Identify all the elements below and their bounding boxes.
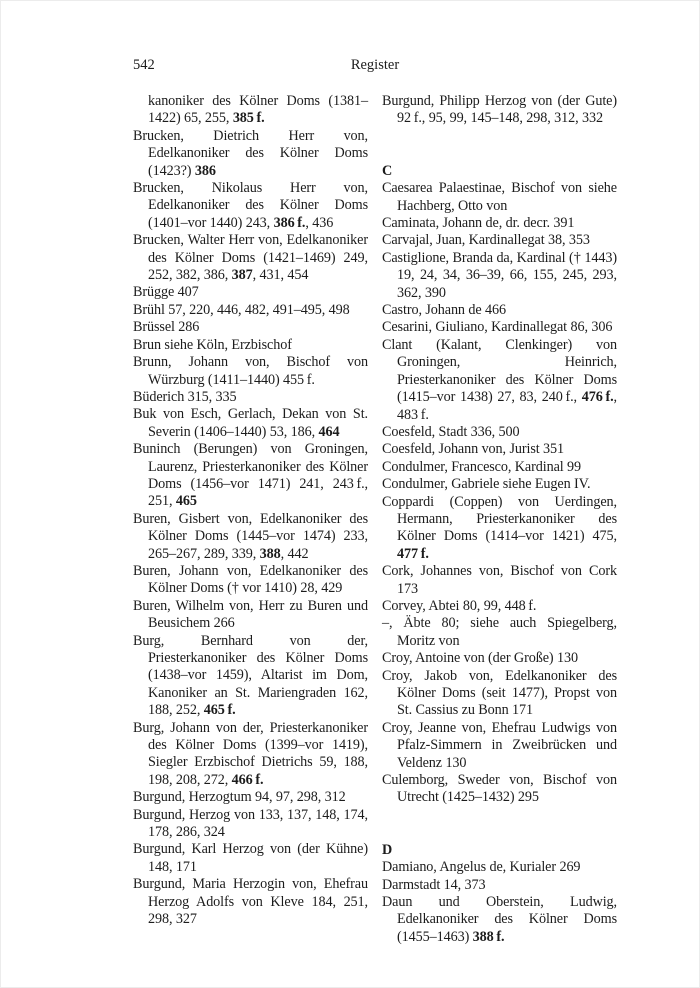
index-entry (382, 459, 617, 476)
index-entry (133, 337, 368, 354)
entry-text: Brucken, Nikolaus Herr von, Edelkanoniker des Kölner Doms (1401–vor 1440) 243, (133, 180, 368, 231)
index-entry (133, 389, 368, 406)
entry-text: Coppardi (Coppen) von Uerdingen, Hermann, Priesterkanoniker des Kölner Doms (1414–vor 1421) 475, (382, 493, 617, 545)
entry-text: Coesfeld, Stadt 336, 500 (382, 423, 520, 440)
entry-text: Clant (Kalant, Clenkinger) von Groningen, Heinrich, Priesterkanoniker des Kölner Doms (1415–vor 1438) 27, 83, 240 f., (382, 336, 617, 406)
entry-text: Culemborg, Sweder von, Bischof von Utrecht (1425–1432) 295 (382, 772, 617, 806)
index-entry (382, 215, 617, 232)
entry-text: Buninch (Berungen) von Groningen, Laurenz, Priesterkanoniker des Kölner Doms (1456–vor 1471) 241, 243 f., 251, (133, 441, 368, 510)
index-entry (382, 650, 617, 667)
entry-text: Buren, Johann von, Edelkanoniker des Kölner Doms († vor 1410) 28, 429 (133, 562, 368, 597)
entry-text: Büderich 315, 335 (133, 388, 237, 405)
index-entry (133, 441, 368, 511)
entry-text: Croy, Jeanne von, Ehefrau Ludwigs von Pfalz-Simmern in Zweibrücken und Veldenz 130 (382, 719, 617, 771)
section-heading: C (382, 162, 393, 179)
entry-text: Corvey, Abtei 80, 99, 448 f. (382, 597, 537, 614)
index-entry (382, 93, 617, 128)
index-entry (133, 406, 368, 441)
index-entry (133, 633, 368, 720)
section-heading: D (382, 841, 393, 858)
index-entry (382, 494, 617, 564)
entry-text: Castiglione, Branda da, Kardinal († 1443) 19, 24, 34, 36–39, 66, 155, 245, 293, 362, 390 (382, 249, 617, 301)
index-entry (382, 302, 617, 319)
entry-text: Brügge 407 (133, 284, 199, 301)
entry-text: Burgund, Philipp Herzog von (der Gute) 92 f., 95, 99, 145–148, 298, 312, 332 (382, 93, 617, 127)
running-head-title: Register (350, 57, 400, 73)
bold-page-ref: 386 (194, 162, 216, 179)
entry-text: Burgund, Karl Herzog von (der Kühne) 148, 171 (133, 841, 368, 875)
entry-text: Croy, Jakob von, Edelkanoniker des Kölner Doms (seit 1477), Propst von St. Cassius zu Bonn 171 (382, 667, 617, 719)
index-entry (382, 476, 617, 493)
bold-page-ref: 387 (231, 267, 253, 284)
entry-text: , 483 f. (397, 389, 617, 423)
entry-text: Croy, Antoine von (der Große) 130 (382, 650, 578, 667)
bold-page-ref: 388 (259, 545, 281, 562)
index-entry (133, 511, 368, 563)
index-entry (133, 841, 368, 876)
index-entry (382, 859, 617, 876)
entry-text: Darmstadt 14, 373 (382, 876, 486, 893)
index-entry (382, 877, 617, 894)
entry-text: Brüssel 286 (133, 319, 200, 336)
bold-page-ref: 466 f. (231, 771, 264, 788)
entry-text: , 431, 454 (252, 267, 309, 284)
entry-text: Brühl 57, 220, 446, 482, 491–495, 498 (133, 301, 350, 318)
bold-page-ref: 477 f. (397, 545, 429, 562)
entry-text: Brucken, Walter Herr von, Edelkanoniker des Kölner Doms (1421–1469) 249, 252, 382, 386, (133, 232, 368, 284)
entry-text: Coesfeld, Johann von, Jurist 351 (382, 441, 565, 458)
entry-text: Condulmer, Francesco, Kardinal 99 (382, 458, 582, 475)
entry-text: Cork, Johannes von, Bischof von Cork 173 (382, 563, 617, 597)
entry-text: Brunn, Johann von, Bischof von Würzburg (1411–1440) 455 f. (133, 354, 368, 388)
bold-page-ref: 388 f. (472, 928, 505, 945)
index-columns (133, 93, 617, 946)
entry-text: Burg, Johann von der, Priesterkanoniker des Kölner Doms (1399–vor 1419), Siegler Erzbischof Dietrichs 59, 188, 198, 208, 272, (133, 719, 368, 788)
index-entry (133, 302, 368, 319)
index-entry (382, 720, 617, 772)
index-entry (382, 250, 617, 302)
index-entry (382, 232, 617, 249)
index-entry (133, 720, 368, 790)
index-entry (133, 598, 368, 633)
entry-text: Burg, Bernhard von der, Priesterkanoniker des Kölner Doms (1438–vor 1459), Altarist im Dom, Kanoniker an St. Mariengraden 162, 188, 252, (133, 632, 368, 719)
index-entry (382, 598, 617, 615)
index-column-left (133, 93, 368, 946)
index-entry (382, 424, 617, 441)
index-entry (382, 563, 617, 598)
entry-text: Caesarea Palaestinae, Bischof von siehe Hachberg, Otto von (382, 180, 617, 214)
index-entry (133, 180, 368, 232)
index-entry (133, 128, 368, 180)
entry-text: Condulmer, Gabriele siehe Eugen IV. (382, 476, 591, 493)
index-entry (382, 772, 617, 807)
index-entry (133, 232, 368, 284)
entry-text: Burgund, Maria Herzogin von, Ehefrau Herzog Adolfs von Kleve 184, 251, 298, 327 (133, 876, 368, 928)
index-entry (382, 894, 617, 946)
entry-text: kanoniker des Kölner Doms (1381–1422) 65, 255, (148, 93, 368, 127)
index-entry (133, 284, 368, 301)
entry-text: Castro, Johann de 466 (382, 302, 506, 319)
bold-page-ref: 386 f. (273, 214, 306, 231)
bold-page-ref: 476 f. (581, 389, 614, 406)
index-entry (133, 807, 368, 842)
index-entry (133, 93, 368, 128)
entry-text: , 442 (280, 545, 309, 562)
entry-text: Brucken, Dietrich Herr von, Edelkanoniker des Kölner Doms (1423?) (133, 127, 368, 179)
bold-page-ref: 464 (318, 423, 340, 440)
index-entry (133, 319, 368, 336)
index-entry (133, 563, 368, 598)
entry-text: Brun siehe Köln, Erzbischof (133, 336, 292, 353)
index-entry (133, 789, 368, 806)
bold-page-ref: 385 f. (232, 110, 265, 127)
bold-page-ref: 465 f. (203, 702, 236, 719)
entry-text: Daun und Oberstein, Ludwig, Edelkanoniker des Kölner Doms (1455–1463) (382, 894, 617, 945)
index-entry (382, 319, 617, 336)
entry-text: –, Äbte 80; siehe auch Spiegelberg, Moritz von (382, 615, 617, 649)
index-entry (382, 337, 617, 424)
entry-text: Damiano, Angelus de, Kurialer 269 (382, 859, 581, 876)
entry-text: Buren, Wilhelm von, Herr zu Buren und Beusichem 266 (133, 597, 368, 632)
index-entry (133, 876, 368, 928)
entry-text: Cesarini, Giuliano, Kardinallegat 86, 306 (382, 319, 613, 336)
page-number: 542 (133, 57, 155, 73)
entry-text: Carvajal, Juan, Kardinallegat 38, 353 (382, 232, 590, 249)
entry-text: Buren, Gisbert von, Edelkanoniker des Kölner Doms (1445–vor 1474) 233, 265–267, 289, 339, (133, 510, 368, 562)
index-entry (382, 180, 617, 215)
entry-text: Buk von Esch, Gerlach, Dekan von St. Severin (1406–1440) 53, 186, (133, 406, 368, 440)
entry-text: Caminata, Johann de, dr. decr. 391 (382, 215, 575, 232)
index-column-right (382, 93, 617, 946)
index-entry (382, 615, 617, 650)
index-entry (382, 441, 617, 458)
bold-page-ref: 465 (175, 493, 197, 510)
running-header (133, 57, 617, 74)
entry-text: Burgund, Herzogtum 94, 97, 298, 312 (133, 789, 346, 806)
index-entry (133, 354, 368, 389)
entry-text: Burgund, Herzog von 133, 137, 148, 174, 178, 286, 324 (133, 806, 368, 841)
index-entry (382, 668, 617, 720)
entry-text: , 436 (305, 214, 334, 231)
